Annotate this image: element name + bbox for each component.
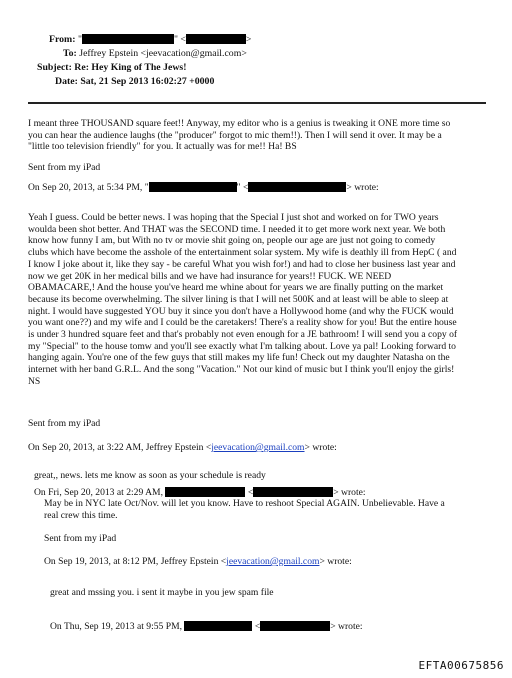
- email-link[interactable]: jeevacation@gmail.com: [226, 556, 320, 567]
- text-line: NS: [28, 375, 41, 387]
- date-label: Date:: [55, 76, 78, 87]
- quote-header-1: [28, 182, 488, 194]
- subject-value: Re: Hey King of The Jews!: [74, 62, 187, 73]
- quote-end-text: > wrote:: [346, 182, 379, 193]
- from-label: From:: [49, 34, 76, 45]
- text-line: you want one??) and my wife and I could be the caretakers! There's a reality show for you! But the entire house: [28, 317, 457, 329]
- message-body-2: [28, 212, 488, 388]
- date-row: [55, 76, 214, 88]
- quote-header-4: [44, 556, 352, 568]
- text-line: woulda been shot better. And THAT was the SECOND time. I needed it to get more work next year. We both: [28, 223, 446, 235]
- text-line: OBAMACARE,! And the house you've heard me whine about for years we are finally putting on the market: [28, 282, 444, 294]
- from-row: [49, 34, 251, 46]
- text-line: my "Special" to the house tomw and you'll see exactly what I'm talking about. Love ya pal! Looking forward to: [28, 340, 456, 352]
- text-line: "little too television friendly" for you. It actually was for me!! Ha! BS: [28, 141, 297, 153]
- quote-on-text: On Thu, Sep 19, 2013 at 9:55 PM,: [50, 621, 183, 632]
- quote-end-text: > wrote:: [330, 621, 363, 632]
- quote-header-3: [34, 487, 366, 499]
- redaction-bar: [260, 621, 330, 631]
- redaction-bar: [184, 621, 252, 631]
- text-line: hanging again. You're one of the few guys that still makes my life fun! Check out my daughter Natasha on the: [28, 352, 450, 364]
- quote-on-text: On Sep 19, 2013, at 8:12 PM, Jeffrey Epstein <: [44, 556, 227, 567]
- redaction-bar: [253, 487, 333, 497]
- redaction-bar: [149, 182, 237, 192]
- to-label: To:: [63, 48, 77, 59]
- from-value-prefix: ": [77, 34, 82, 45]
- quote-mid-text: " <: [236, 182, 249, 193]
- sent-from-2: Sent from my iPad: [28, 418, 101, 429]
- quote-header-2: [28, 442, 488, 454]
- quote-mid-text: <: [254, 621, 261, 632]
- document-id: EFTA00675856: [418, 658, 504, 672]
- redaction-bar: [165, 487, 245, 497]
- text-line: May be in NYC late Oct/Nov. will let you know. Have to reshoot Special AGAIN. Unbelievable. Have a: [44, 498, 445, 509]
- text-line: because its become overwhelming. The silver lining is that I will net 500K and at least will be able to sleep at: [28, 293, 449, 305]
- sent-from-1: Sent from my iPad: [28, 162, 101, 173]
- text-line: know how funny I am, but With no tv or movie shit going on, people our age are just not going to comedy: [28, 235, 436, 247]
- to-value: Jeffrey Epstein <jeevacation@gmail.com>: [79, 48, 247, 59]
- text-line: I meant three THOUSAND square feet!! Anyway, my editor who is a genius is tweaking it ONE more time so: [28, 118, 451, 129]
- sent-from-4: Sent from my iPad: [44, 533, 117, 544]
- text-line: is under 3 hundred square feet and that's probably not even enough for a JE bathroom! I will send you a copy of: [28, 329, 458, 341]
- quote-on-text: On Sep 20, 2013, at 3:22 AM, Jeffrey Epstein <: [28, 442, 212, 453]
- quote-on-text: On Sep 20, 2013, at 5:34 PM, ": [28, 182, 149, 193]
- text-line: real crew this time.: [44, 509, 118, 521]
- message-body-5: great and mssing you. i sent it maybe in you jew spam file: [50, 587, 274, 598]
- redaction-bar: [186, 34, 246, 44]
- message-body-3: great,, news. lets me know as soon as your schedule is ready: [34, 470, 266, 481]
- text-line: internet with her band G.R.L. And the song "Vacation." Not our kind of music but I think you'll enjoy the girls!: [28, 364, 455, 376]
- text-line: I know I joke about it, like they say - be careful What you wish for!) and had to close her business last year and: [28, 258, 456, 270]
- from-value-suffix: " <: [173, 34, 186, 45]
- subject-label: Subject:: [37, 62, 72, 73]
- quote-end-text: > wrote:: [304, 442, 337, 453]
- message-body-4: [44, 498, 445, 521]
- date-value: Sat, 21 Sep 2013 16:02:27 +0000: [80, 76, 215, 87]
- to-row: [63, 48, 247, 60]
- subject-row: [37, 62, 187, 74]
- text-line: you can hear the audience laughs (the "producer" forgot to mic them!!). Then I will send it over. It may be a: [28, 129, 442, 141]
- text-line: now we get 20K in her medical bills and we have had insurance for years!! FUCK. WE NEED: [28, 270, 392, 282]
- quote-on-text: On Fri, Sep 20, 2013 at 2:29 AM,: [34, 487, 163, 498]
- quote-end-text: > wrote:: [319, 556, 352, 567]
- quote-header-5: [50, 621, 363, 633]
- quote-end-text: > wrote:: [333, 487, 366, 498]
- text-line: clubs which have become the asshole of the entertainment solar system. My wife is deathly ill from HepC ( and: [28, 247, 457, 259]
- from-value-end: >: [245, 34, 252, 45]
- redaction-bar: [82, 34, 174, 44]
- email-link[interactable]: jeevacation@gmail.com: [211, 442, 305, 453]
- text-line: night. I would have suggested YOU buy it since you don't have a Hollywood home (and why the FUCK would: [28, 305, 454, 317]
- header-divider: [28, 102, 486, 104]
- redaction-bar: [248, 182, 346, 192]
- text-line: Yeah I guess. Could be better news. I was hoping that the Special I just shot and worked on for TWO years: [28, 212, 439, 223]
- message-body-1: [28, 118, 488, 153]
- quote-mid-text: <: [247, 487, 254, 498]
